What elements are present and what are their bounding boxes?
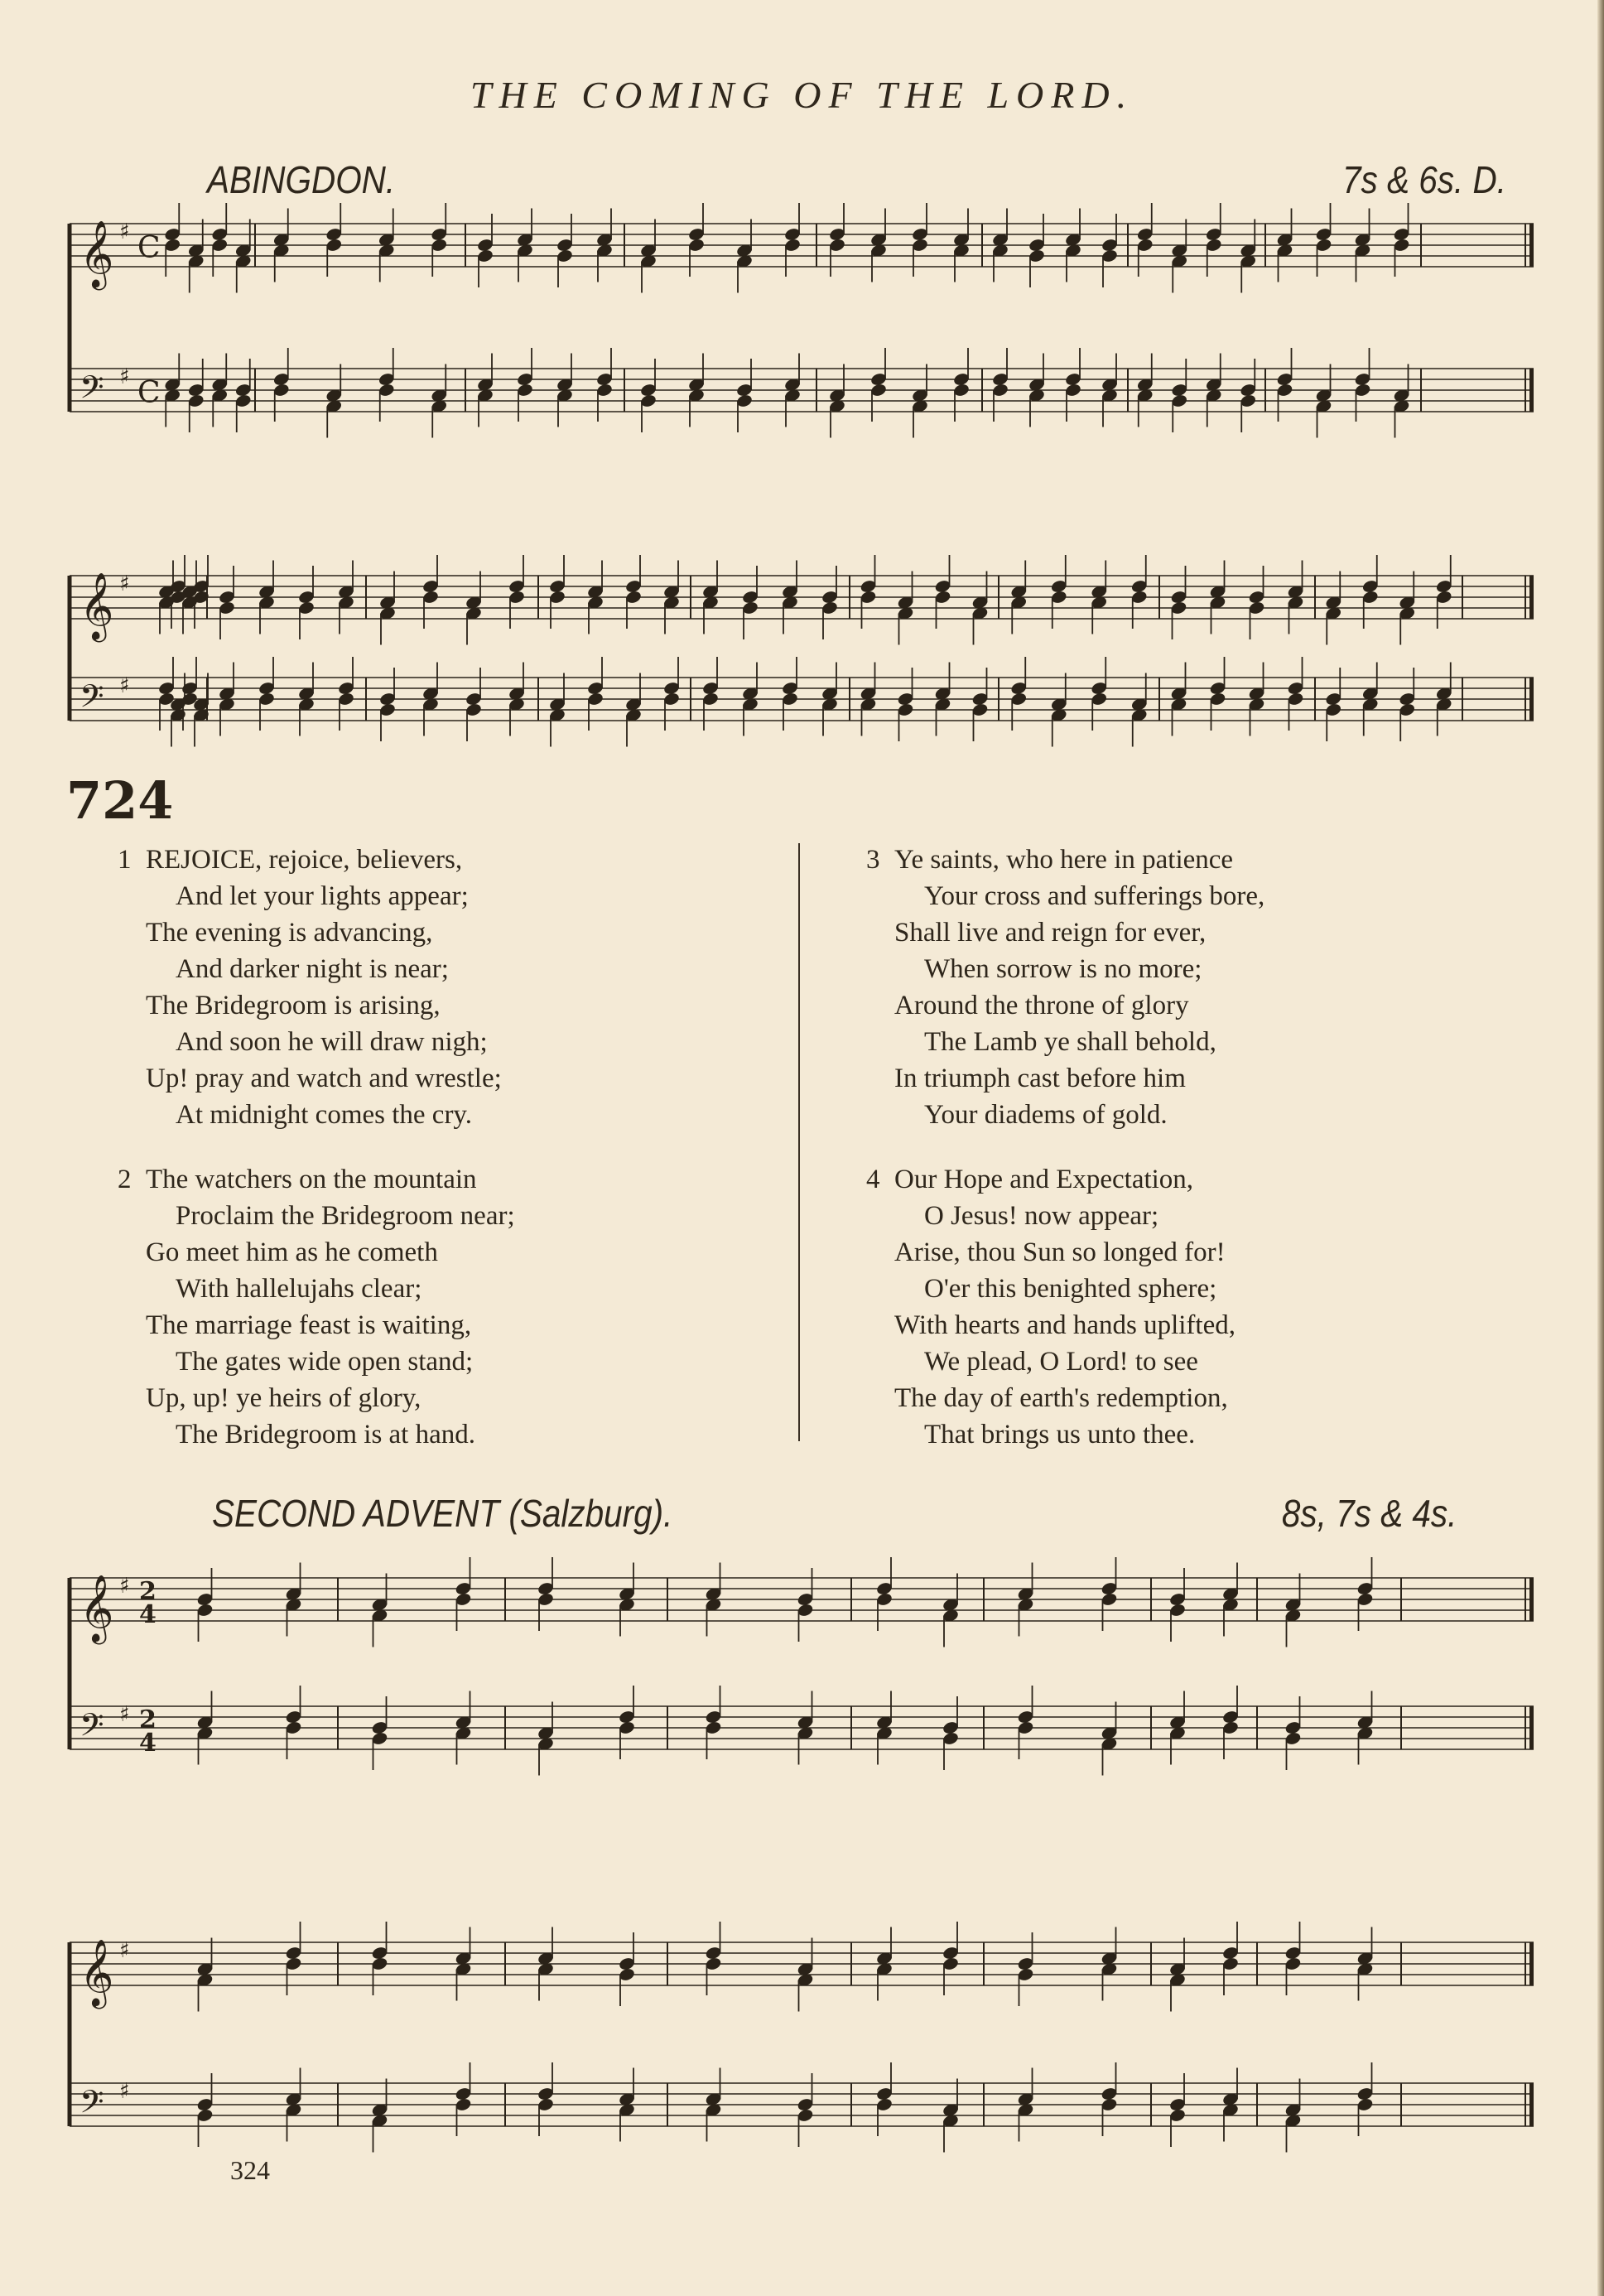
treble-clef-icon: 𝄞: [79, 1938, 114, 2006]
stanza-number: 2: [118, 1165, 132, 1194]
column-rule: [798, 843, 800, 1441]
stanza-1: [118, 842, 502, 1133]
time-signature-bottom: 4: [139, 1729, 157, 1758]
stanza-line: With hearts and hands uplifted,: [894, 1310, 1236, 1340]
stanza-line: Up, up! ye heirs of glory,: [146, 1383, 421, 1413]
time-signature-top: 2: [139, 1577, 157, 1606]
stanza-4: [866, 1161, 1236, 1453]
stanza-line: The day of earth's redemption,: [894, 1383, 1228, 1413]
stanza-line: At midnight comes the cry.: [176, 1100, 473, 1130]
final-barline: [1529, 1706, 1534, 1749]
stanza-line: The watchers on the mountain: [146, 1165, 477, 1194]
stanza-line: In triumph cast before him: [894, 1064, 1186, 1093]
stanza-line: Shall live and reign for ever,: [894, 918, 1207, 948]
stanza-line: Ye saints, who here in patience: [894, 845, 1234, 875]
tune2-name: [212, 1491, 672, 1536]
stanza-line: Arise, thou Sun so longed for!: [894, 1237, 1226, 1267]
stanza-line: Your diadems of gold.: [924, 1100, 1168, 1130]
stanza-line: The Bridegroom is arising,: [146, 991, 441, 1020]
bass-clef-icon: 𝄢: [79, 369, 104, 413]
running-head: THE COMING OF THE LORD.: [470, 74, 1134, 116]
stanza-line: When sorrow is no more;: [924, 954, 1202, 984]
final-barline: [1529, 576, 1534, 619]
stanza-line: And let your lights appear;: [176, 881, 469, 911]
time-signature-bottom: 4: [139, 1600, 157, 1629]
sharp-icon: ♯: [119, 219, 130, 245]
treble-clef-icon: 𝄞: [79, 1574, 114, 1642]
tune1-meter: 7s & 6s. D.: [1342, 158, 1506, 201]
stanza-line: O'er this benighted sphere;: [924, 1274, 1217, 1304]
stanza-line: REJOICE, rejoice, believers,: [146, 845, 463, 875]
sharp-icon: ♯: [119, 2079, 130, 2105]
final-barline: [1529, 678, 1534, 721]
stanza-number: 3: [866, 845, 880, 875]
sharp-icon: ♯: [119, 1702, 130, 1728]
final-barline: [1529, 369, 1534, 412]
stanza-3: [866, 842, 1264, 1133]
final-barline: [1529, 2083, 1534, 2126]
stanza-line: Our Hope and Expectation,: [894, 1165, 1194, 1194]
stanza-number: 1: [118, 845, 132, 875]
final-barline: [1529, 224, 1534, 267]
stanza-line: We plead, O Lord! to see: [924, 1347, 1198, 1377]
treble-clef-icon: 𝄞: [79, 572, 114, 639]
treble-clef-icon: 𝄞: [79, 219, 114, 287]
tune1-name: ABINGDON.: [207, 158, 396, 201]
final-barline: [1529, 1942, 1534, 1985]
stanza-line: O Jesus! now appear;: [924, 1201, 1159, 1231]
sharp-icon: ♯: [119, 364, 130, 390]
stanza-line: The evening is advancing,: [146, 918, 433, 948]
stanza-line: And darker night is near;: [176, 954, 449, 984]
stanza-line: The marriage feast is waiting,: [146, 1310, 472, 1340]
stanza-line: That brings us unto thee.: [924, 1420, 1196, 1449]
stanza-line: With hallelujahs clear;: [176, 1274, 422, 1304]
sharp-icon: ♯: [119, 673, 130, 699]
sharp-icon: ♯: [119, 1574, 130, 1599]
bass-clef-icon: 𝄢: [79, 678, 104, 722]
stanza-line: Go meet him as he cometh: [146, 1237, 438, 1267]
stanza-line: Up! pray and watch and wrestle;: [146, 1064, 502, 1093]
stanza-2: [118, 1161, 515, 1453]
hymn-number: 724: [66, 770, 174, 831]
stanza-line: Your cross and sufferings bore,: [924, 881, 1265, 911]
tune2-subtitle: (Salzburg).: [508, 1492, 673, 1535]
bass-clef-icon: 𝄢: [79, 2083, 104, 2128]
final-barline: [1529, 1578, 1534, 1621]
stanza-line: The Bridegroom is at hand.: [176, 1420, 476, 1449]
sharp-icon: ♯: [119, 1938, 130, 1964]
stanza-line: The gates wide open stand;: [176, 1347, 474, 1377]
sharp-icon: ♯: [119, 572, 130, 597]
page-edge-shadow: [1597, 0, 1604, 2296]
time-signature: C: [137, 376, 161, 410]
stanza-number: 4: [866, 1165, 880, 1194]
time-signature: C: [137, 231, 161, 265]
tune2-meter: 8s, 7s & 4s.: [1281, 1492, 1457, 1535]
stanza-line: Around the throne of glory: [894, 991, 1189, 1020]
page-number: 324: [230, 2155, 270, 2185]
stanza-line: Proclaim the Bridegroom near;: [176, 1201, 515, 1231]
bass-clef-icon: 𝄢: [79, 1706, 104, 1751]
stanza-line: The Lamb ye shall behold,: [924, 1027, 1216, 1057]
tune2-title: SECOND ADVENT: [212, 1492, 500, 1535]
stanza-line: And soon he will draw nigh;: [176, 1027, 488, 1057]
time-signature-top: 2: [139, 1705, 157, 1734]
